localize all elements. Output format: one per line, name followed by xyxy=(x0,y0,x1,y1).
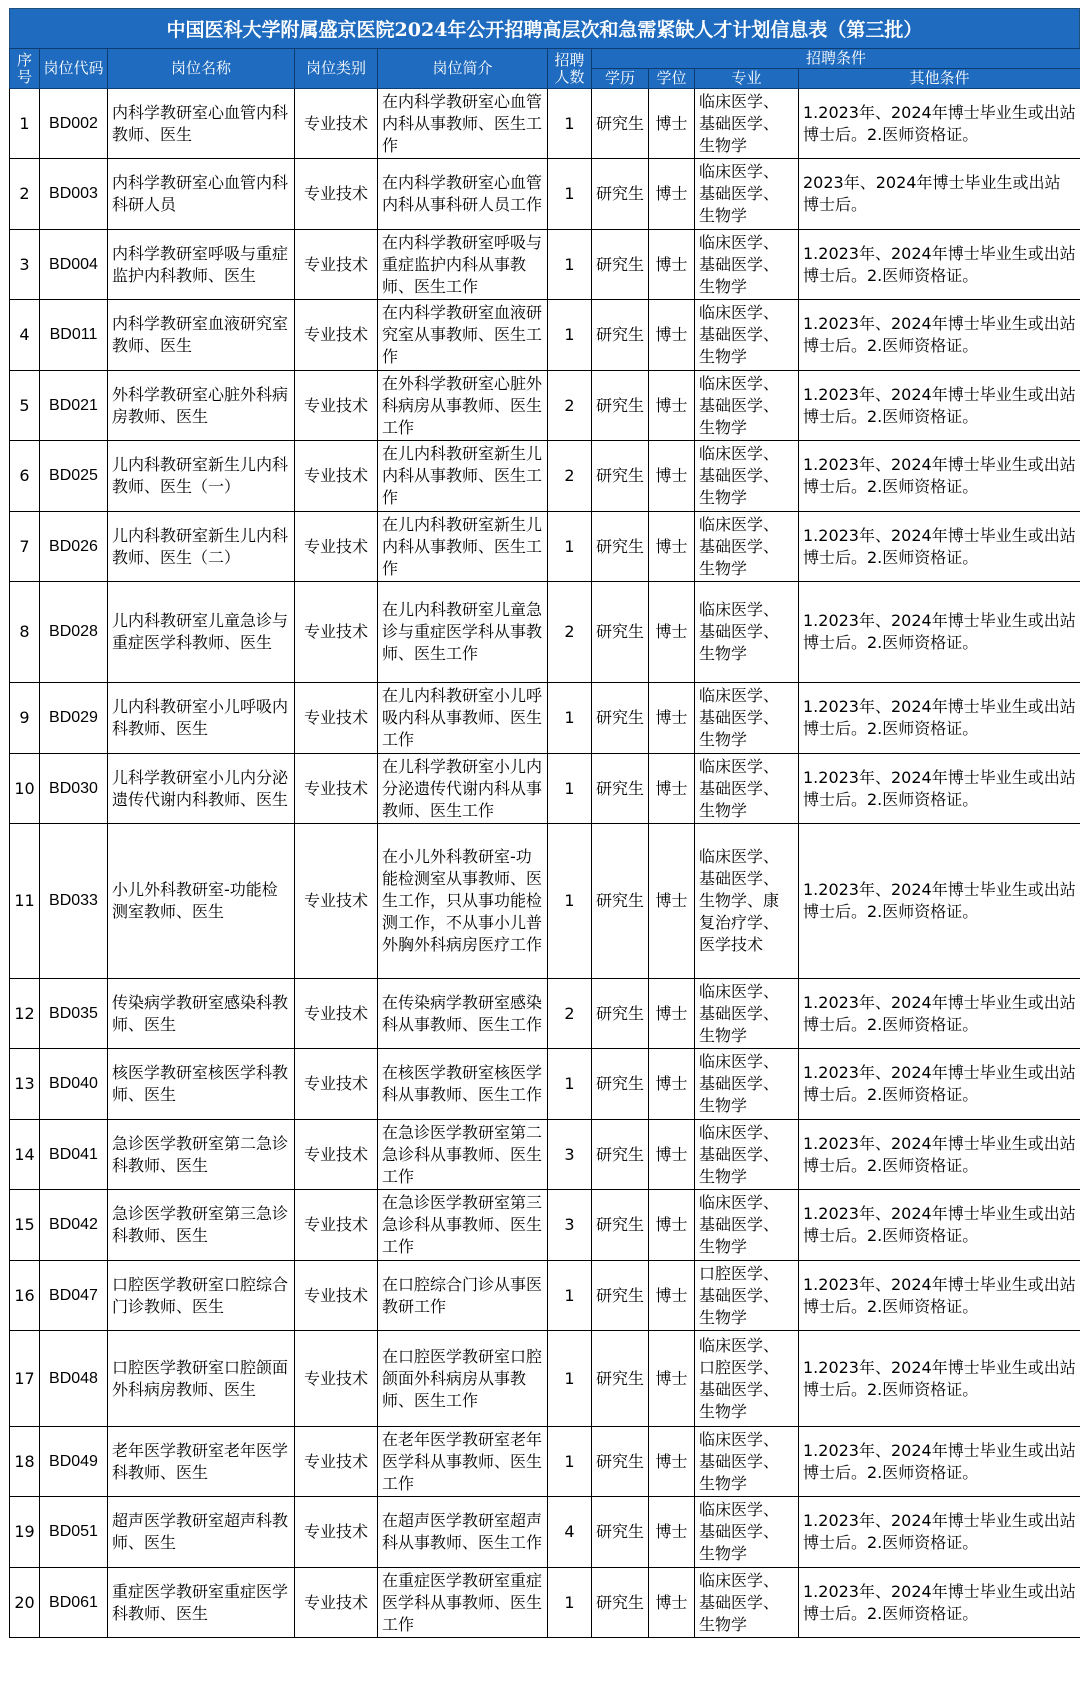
cell-name: 内科学教研室心血管内科教师、医生 xyxy=(108,89,295,159)
cell-code: BD030 xyxy=(40,754,108,824)
cell-count: 2 xyxy=(548,582,592,683)
cell-major: 临床医学、基础医学、生物学 xyxy=(695,441,799,512)
cell-other: 1.2023年、2024年博士毕业生或出站博士后。2.医师资格证。 xyxy=(799,230,1080,300)
header-other: 其他条件 xyxy=(799,69,1080,89)
table-row xyxy=(10,512,1080,582)
cell-major: 临床医学、基础医学、生物学 xyxy=(695,683,799,754)
cell-other: 1.2023年、2024年博士毕业生或出站博士后。2.医师资格证。 xyxy=(799,300,1080,371)
cell-code: BD051 xyxy=(40,1497,108,1568)
cell-degree: 博士 xyxy=(649,1497,695,1568)
cell-code: BD042 xyxy=(40,1190,108,1261)
cell-other: 1.2023年、2024年博士毕业生或出站博士后。2.医师资格证。 xyxy=(799,754,1080,824)
cell-education: 研究生 xyxy=(592,1497,649,1568)
cell-degree: 博士 xyxy=(649,979,695,1049)
cell-other: 1.2023年、2024年博士毕业生或出站博士后。2.医师资格证。 xyxy=(799,683,1080,754)
cell-education: 研究生 xyxy=(592,1427,649,1497)
cell-category: 专业技术 xyxy=(295,824,378,979)
cell-major: 临床医学、基础医学、生物学 xyxy=(695,979,799,1049)
cell-count: 4 xyxy=(548,1497,592,1568)
cell-name: 超声医学教研室超声科教师、医生 xyxy=(108,1497,295,1568)
cell-education: 研究生 xyxy=(592,371,649,441)
cell-degree: 博士 xyxy=(649,1261,695,1331)
cell-count: 2 xyxy=(548,441,592,512)
table-row xyxy=(10,1049,1080,1120)
cell-other: 1.2023年、2024年博士毕业生或出站博士后。2.医师资格证。 xyxy=(799,512,1080,582)
table-row xyxy=(10,1331,1080,1427)
cell-seq: 11 xyxy=(10,824,40,979)
table-row xyxy=(10,683,1080,754)
cell-other: 1.2023年、2024年博士毕业生或出站博士后。2.医师资格证。 xyxy=(799,1049,1080,1120)
cell-code: BD011 xyxy=(40,300,108,371)
cell-seq: 2 xyxy=(10,159,40,230)
cell-code: BD021 xyxy=(40,371,108,441)
cell-degree: 博士 xyxy=(649,1049,695,1120)
cell-other: 1.2023年、2024年博士毕业生或出站博士后。2.医师资格证。 xyxy=(799,1427,1080,1497)
cell-name: 外科学教研室心脏外科病房教师、医生 xyxy=(108,371,295,441)
cell-seq: 13 xyxy=(10,1049,40,1120)
cell-education: 研究生 xyxy=(592,1049,649,1120)
cell-degree: 博士 xyxy=(649,300,695,371)
cell-count: 1 xyxy=(548,1049,592,1120)
cell-category: 专业技术 xyxy=(295,1120,378,1190)
cell-category: 专业技术 xyxy=(295,441,378,512)
cell-code: BD025 xyxy=(40,441,108,512)
cell-intro: 在传染病学教研室感染科从事教师、医生工作 xyxy=(378,979,548,1049)
cell-name: 内科学教研室呼吸与重症监护内科教师、医生 xyxy=(108,230,295,300)
cell-name: 传染病学教研室感染科教师、医生 xyxy=(108,979,295,1049)
cell-count: 1 xyxy=(548,512,592,582)
cell-other: 1.2023年、2024年博士毕业生或出站博士后。2.医师资格证。 xyxy=(799,371,1080,441)
cell-code: BD061 xyxy=(40,1568,108,1638)
cell-seq: 3 xyxy=(10,230,40,300)
header-intro: 岗位简介 xyxy=(378,49,548,89)
cell-degree: 博士 xyxy=(649,89,695,159)
cell-other: 1.2023年、2024年博士毕业生或出站博士后。2.医师资格证。 xyxy=(799,441,1080,512)
cell-category: 专业技术 xyxy=(295,1049,378,1120)
header-major: 专业 xyxy=(695,69,799,89)
cell-category: 专业技术 xyxy=(295,371,378,441)
cell-education: 研究生 xyxy=(592,979,649,1049)
cell-name: 急诊医学教研室第二急诊科教师、医生 xyxy=(108,1120,295,1190)
cell-category: 专业技术 xyxy=(295,230,378,300)
cell-degree: 博士 xyxy=(649,582,695,683)
cell-count: 1 xyxy=(548,1261,592,1331)
cell-major: 临床医学、基础医学、生物学 xyxy=(695,159,799,230)
table-body xyxy=(10,89,1080,1638)
cell-other: 1.2023年、2024年博士毕业生或出站博士后。2.医师资格证。 xyxy=(799,824,1080,979)
cell-major: 临床医学、基础医学、生物学 xyxy=(695,89,799,159)
cell-intro: 在老年医学教研室老年医学科从事教师、医生工作 xyxy=(378,1427,548,1497)
cell-name: 儿内科教研室新生儿内科教师、医生（二） xyxy=(108,512,295,582)
cell-seq: 18 xyxy=(10,1427,40,1497)
table-row xyxy=(10,371,1080,441)
cell-name: 儿内科教研室儿童急诊与重症医学科教师、医生 xyxy=(108,582,295,683)
cell-education: 研究生 xyxy=(592,300,649,371)
cell-category: 专业技术 xyxy=(295,979,378,1049)
cell-category: 专业技术 xyxy=(295,159,378,230)
cell-major: 临床医学、口腔医学、基础医学、生物学 xyxy=(695,1331,799,1427)
table-row xyxy=(10,441,1080,512)
cell-degree: 博士 xyxy=(649,512,695,582)
cell-code: BD002 xyxy=(40,89,108,159)
cell-category: 专业技术 xyxy=(295,89,378,159)
cell-count: 3 xyxy=(548,1120,592,1190)
cell-other: 1.2023年、2024年博士毕业生或出站博士后。2.医师资格证。 xyxy=(799,89,1080,159)
cell-name: 急诊医学教研室第三急诊科教师、医生 xyxy=(108,1190,295,1261)
cell-seq: 5 xyxy=(10,371,40,441)
header-category: 岗位类别 xyxy=(295,49,378,89)
cell-other: 1.2023年、2024年博士毕业生或出站博士后。2.医师资格证。 xyxy=(799,979,1080,1049)
cell-category: 专业技术 xyxy=(295,1331,378,1427)
cell-major: 临床医学、基础医学、生物学 xyxy=(695,371,799,441)
cell-education: 研究生 xyxy=(592,824,649,979)
cell-major: 临床医学、基础医学、生物学 xyxy=(695,1497,799,1568)
cell-category: 专业技术 xyxy=(295,1568,378,1638)
cell-degree: 博士 xyxy=(649,1568,695,1638)
recruitment-table xyxy=(9,48,1080,1638)
cell-degree: 博士 xyxy=(649,1120,695,1190)
cell-degree: 博士 xyxy=(649,1427,695,1497)
table-row xyxy=(10,1190,1080,1261)
cell-category: 专业技术 xyxy=(295,512,378,582)
cell-major: 临床医学、基础医学、生物学 xyxy=(695,1190,799,1261)
table-row xyxy=(10,1261,1080,1331)
cell-education: 研究生 xyxy=(592,159,649,230)
cell-other: 1.2023年、2024年博士毕业生或出站博士后。2.医师资格证。 xyxy=(799,1331,1080,1427)
cell-count: 1 xyxy=(548,824,592,979)
cell-major: 临床医学、基础医学、生物学 xyxy=(695,230,799,300)
cell-education: 研究生 xyxy=(592,89,649,159)
cell-code: BD035 xyxy=(40,979,108,1049)
cell-education: 研究生 xyxy=(592,582,649,683)
table-header xyxy=(10,49,1080,89)
cell-major: 临床医学、基础医学、生物学 xyxy=(695,300,799,371)
cell-other: 1.2023年、2024年博士毕业生或出站博士后。2.医师资格证。 xyxy=(799,1261,1080,1331)
cell-intro: 在核医学教研室核医学科从事教师、医生工作 xyxy=(378,1049,548,1120)
cell-major: 临床医学、基础医学、生物学 xyxy=(695,1049,799,1120)
cell-count: 1 xyxy=(548,683,592,754)
cell-seq: 16 xyxy=(10,1261,40,1331)
cell-education: 研究生 xyxy=(592,230,649,300)
cell-degree: 博士 xyxy=(649,230,695,300)
cell-name: 儿内科教研室新生儿内科教师、医生（一） xyxy=(108,441,295,512)
cell-intro: 在急诊医学教研室第二急诊科从事教师、医生工作 xyxy=(378,1120,548,1190)
cell-category: 专业技术 xyxy=(295,1427,378,1497)
table-row xyxy=(10,824,1080,979)
table-row xyxy=(10,1568,1080,1638)
cell-name: 重症医学教研室重症医学科教师、医生 xyxy=(108,1568,295,1638)
cell-count: 1 xyxy=(548,1568,592,1638)
cell-other: 1.2023年、2024年博士毕业生或出站博士后。2.医师资格证。 xyxy=(799,1190,1080,1261)
cell-category: 专业技术 xyxy=(295,582,378,683)
recruitment-sheet xyxy=(9,8,1080,1638)
cell-category: 专业技术 xyxy=(295,1261,378,1331)
table-row xyxy=(10,300,1080,371)
cell-code: BD028 xyxy=(40,582,108,683)
cell-code: BD029 xyxy=(40,683,108,754)
cell-intro: 在儿内科教研室儿童急诊与重症医学科从事教师、医生工作 xyxy=(378,582,548,683)
cell-name: 内科学教研室血液研究室教师、医生 xyxy=(108,300,295,371)
cell-count: 1 xyxy=(548,300,592,371)
table-row xyxy=(10,159,1080,230)
cell-name: 儿科学教研室小儿内分泌遗传代谢内科教师、医生 xyxy=(108,754,295,824)
cell-count: 1 xyxy=(548,754,592,824)
cell-intro: 在重症医学教研室重症医学科从事教师、医生工作 xyxy=(378,1568,548,1638)
cell-degree: 博士 xyxy=(649,1190,695,1261)
cell-intro: 在内科学教研室心血管内科从事科研人员工作 xyxy=(378,159,548,230)
cell-degree: 博士 xyxy=(649,159,695,230)
header-education: 学历 xyxy=(592,69,649,89)
cell-seq: 10 xyxy=(10,754,40,824)
cell-category: 专业技术 xyxy=(295,1190,378,1261)
cell-count: 1 xyxy=(548,1427,592,1497)
cell-major: 临床医学、基础医学、生物学、康复治疗学、医学技术 xyxy=(695,824,799,979)
cell-name: 老年医学教研室老年医学科教师、医生 xyxy=(108,1427,295,1497)
cell-degree: 博士 xyxy=(649,824,695,979)
table-row xyxy=(10,230,1080,300)
cell-name: 口腔医学教研室口腔颌面外科病房教师、医生 xyxy=(108,1331,295,1427)
table-title: 中国医科大学附属盛京医院2024年公开招聘高层次和急需紧缺人才计划信息表（第三批） xyxy=(9,8,1080,48)
cell-code: BD047 xyxy=(40,1261,108,1331)
cell-degree: 博士 xyxy=(649,441,695,512)
cell-code: BD026 xyxy=(40,512,108,582)
cell-intro: 在儿内科教研室小儿呼吸内科从事教师、医生工作 xyxy=(378,683,548,754)
cell-seq: 19 xyxy=(10,1497,40,1568)
cell-seq: 14 xyxy=(10,1120,40,1190)
header-count: 招聘人数 xyxy=(548,49,592,89)
cell-intro: 在儿科学教研室小儿内分泌遗传代谢内科从事教师、医生工作 xyxy=(378,754,548,824)
cell-other: 1.2023年、2024年博士毕业生或出站博士后。2.医师资格证。 xyxy=(799,1497,1080,1568)
cell-intro: 在口腔综合门诊从事医教研工作 xyxy=(378,1261,548,1331)
header-seq: 序号 xyxy=(10,49,40,89)
cell-code: BD048 xyxy=(40,1331,108,1427)
cell-name: 核医学教研室核医学科教师、医生 xyxy=(108,1049,295,1120)
table-row xyxy=(10,89,1080,159)
cell-seq: 17 xyxy=(10,1331,40,1427)
cell-education: 研究生 xyxy=(592,683,649,754)
cell-education: 研究生 xyxy=(592,1331,649,1427)
cell-count: 1 xyxy=(548,89,592,159)
header-degree: 学位 xyxy=(649,69,695,89)
cell-code: BD033 xyxy=(40,824,108,979)
header-name: 岗位名称 xyxy=(108,49,295,89)
cell-code: BD040 xyxy=(40,1049,108,1120)
cell-seq: 8 xyxy=(10,582,40,683)
cell-intro: 在内科学教研室呼吸与重症监护内科从事教师、医生工作 xyxy=(378,230,548,300)
cell-intro: 在急诊医学教研室第三急诊科从事教师、医生工作 xyxy=(378,1190,548,1261)
cell-degree: 博士 xyxy=(649,683,695,754)
cell-category: 专业技术 xyxy=(295,754,378,824)
table-row xyxy=(10,582,1080,683)
cell-education: 研究生 xyxy=(592,754,649,824)
cell-education: 研究生 xyxy=(592,1120,649,1190)
cell-major: 口腔医学、基础医学、生物学 xyxy=(695,1261,799,1331)
cell-intro: 在口腔医学教研室口腔颌面外科病房从事教师、医生工作 xyxy=(378,1331,548,1427)
cell-name: 儿内科教研室小儿呼吸内科教师、医生 xyxy=(108,683,295,754)
table-row xyxy=(10,754,1080,824)
table-row xyxy=(10,1497,1080,1568)
cell-intro: 在内科学教研室心血管内科从事教师、医生工作 xyxy=(378,89,548,159)
cell-other: 1.2023年、2024年博士毕业生或出站博士后。2.医师资格证。 xyxy=(799,1120,1080,1190)
header-conditions: 招聘条件 xyxy=(592,49,1080,69)
cell-intro: 在外科学教研室心脏外科病房从事教师、医生工作 xyxy=(378,371,548,441)
cell-count: 2 xyxy=(548,371,592,441)
cell-seq: 15 xyxy=(10,1190,40,1261)
cell-count: 1 xyxy=(548,1331,592,1427)
cell-seq: 1 xyxy=(10,89,40,159)
cell-major: 临床医学、基础医学、生物学 xyxy=(695,1427,799,1497)
cell-intro: 在超声医学教研室超声科从事教师、医生工作 xyxy=(378,1497,548,1568)
cell-seq: 20 xyxy=(10,1568,40,1638)
cell-major: 临床医学、基础医学、生物学 xyxy=(695,754,799,824)
cell-education: 研究生 xyxy=(592,1568,649,1638)
cell-education: 研究生 xyxy=(592,1190,649,1261)
cell-count: 1 xyxy=(548,159,592,230)
cell-major: 临床医学、基础医学、生物学 xyxy=(695,1568,799,1638)
cell-major: 临床医学、基础医学、生物学 xyxy=(695,512,799,582)
cell-degree: 博士 xyxy=(649,1331,695,1427)
cell-degree: 博士 xyxy=(649,754,695,824)
cell-code: BD049 xyxy=(40,1427,108,1497)
cell-major: 临床医学、基础医学、生物学 xyxy=(695,582,799,683)
cell-major: 临床医学、基础医学、生物学 xyxy=(695,1120,799,1190)
cell-other: 2023年、2024年博士毕业生或出站博士后。 xyxy=(799,159,1080,230)
cell-seq: 4 xyxy=(10,300,40,371)
cell-seq: 9 xyxy=(10,683,40,754)
cell-code: BD004 xyxy=(40,230,108,300)
cell-count: 3 xyxy=(548,1190,592,1261)
table-row xyxy=(10,1120,1080,1190)
cell-intro: 在儿内科教研室新生儿内科从事教师、医生工作 xyxy=(378,441,548,512)
cell-name: 口腔医学教研室口腔综合门诊教师、医生 xyxy=(108,1261,295,1331)
cell-education: 研究生 xyxy=(592,1261,649,1331)
cell-seq: 7 xyxy=(10,512,40,582)
cell-education: 研究生 xyxy=(592,512,649,582)
header-code: 岗位代码 xyxy=(40,49,108,89)
cell-intro: 在内科学教研室血液研究室从事教师、医生工作 xyxy=(378,300,548,371)
cell-count: 2 xyxy=(548,979,592,1049)
cell-code: BD041 xyxy=(40,1120,108,1190)
cell-code: BD003 xyxy=(40,159,108,230)
cell-name: 内科学教研室心血管内科科研人员 xyxy=(108,159,295,230)
table-row xyxy=(10,979,1080,1049)
cell-intro: 在儿内科教研室新生儿内科从事教师、医生工作 xyxy=(378,512,548,582)
cell-education: 研究生 xyxy=(592,441,649,512)
cell-count: 1 xyxy=(548,230,592,300)
cell-degree: 博士 xyxy=(649,371,695,441)
cell-other: 1.2023年、2024年博士毕业生或出站博士后。2.医师资格证。 xyxy=(799,1568,1080,1638)
cell-category: 专业技术 xyxy=(295,1497,378,1568)
cell-seq: 6 xyxy=(10,441,40,512)
cell-seq: 12 xyxy=(10,979,40,1049)
cell-category: 专业技术 xyxy=(295,300,378,371)
cell-other: 1.2023年、2024年博士毕业生或出站博士后。2.医师资格证。 xyxy=(799,582,1080,683)
table-row xyxy=(10,1427,1080,1497)
cell-category: 专业技术 xyxy=(295,683,378,754)
cell-intro: 在小儿外科教研室-功能检测室从事教师、医生工作，只从事功能检测工作，不从事小儿普外胸外科病房医疗工作 xyxy=(378,824,548,979)
cell-name: 小儿外科教研室-功能检测室教师、医生 xyxy=(108,824,295,979)
